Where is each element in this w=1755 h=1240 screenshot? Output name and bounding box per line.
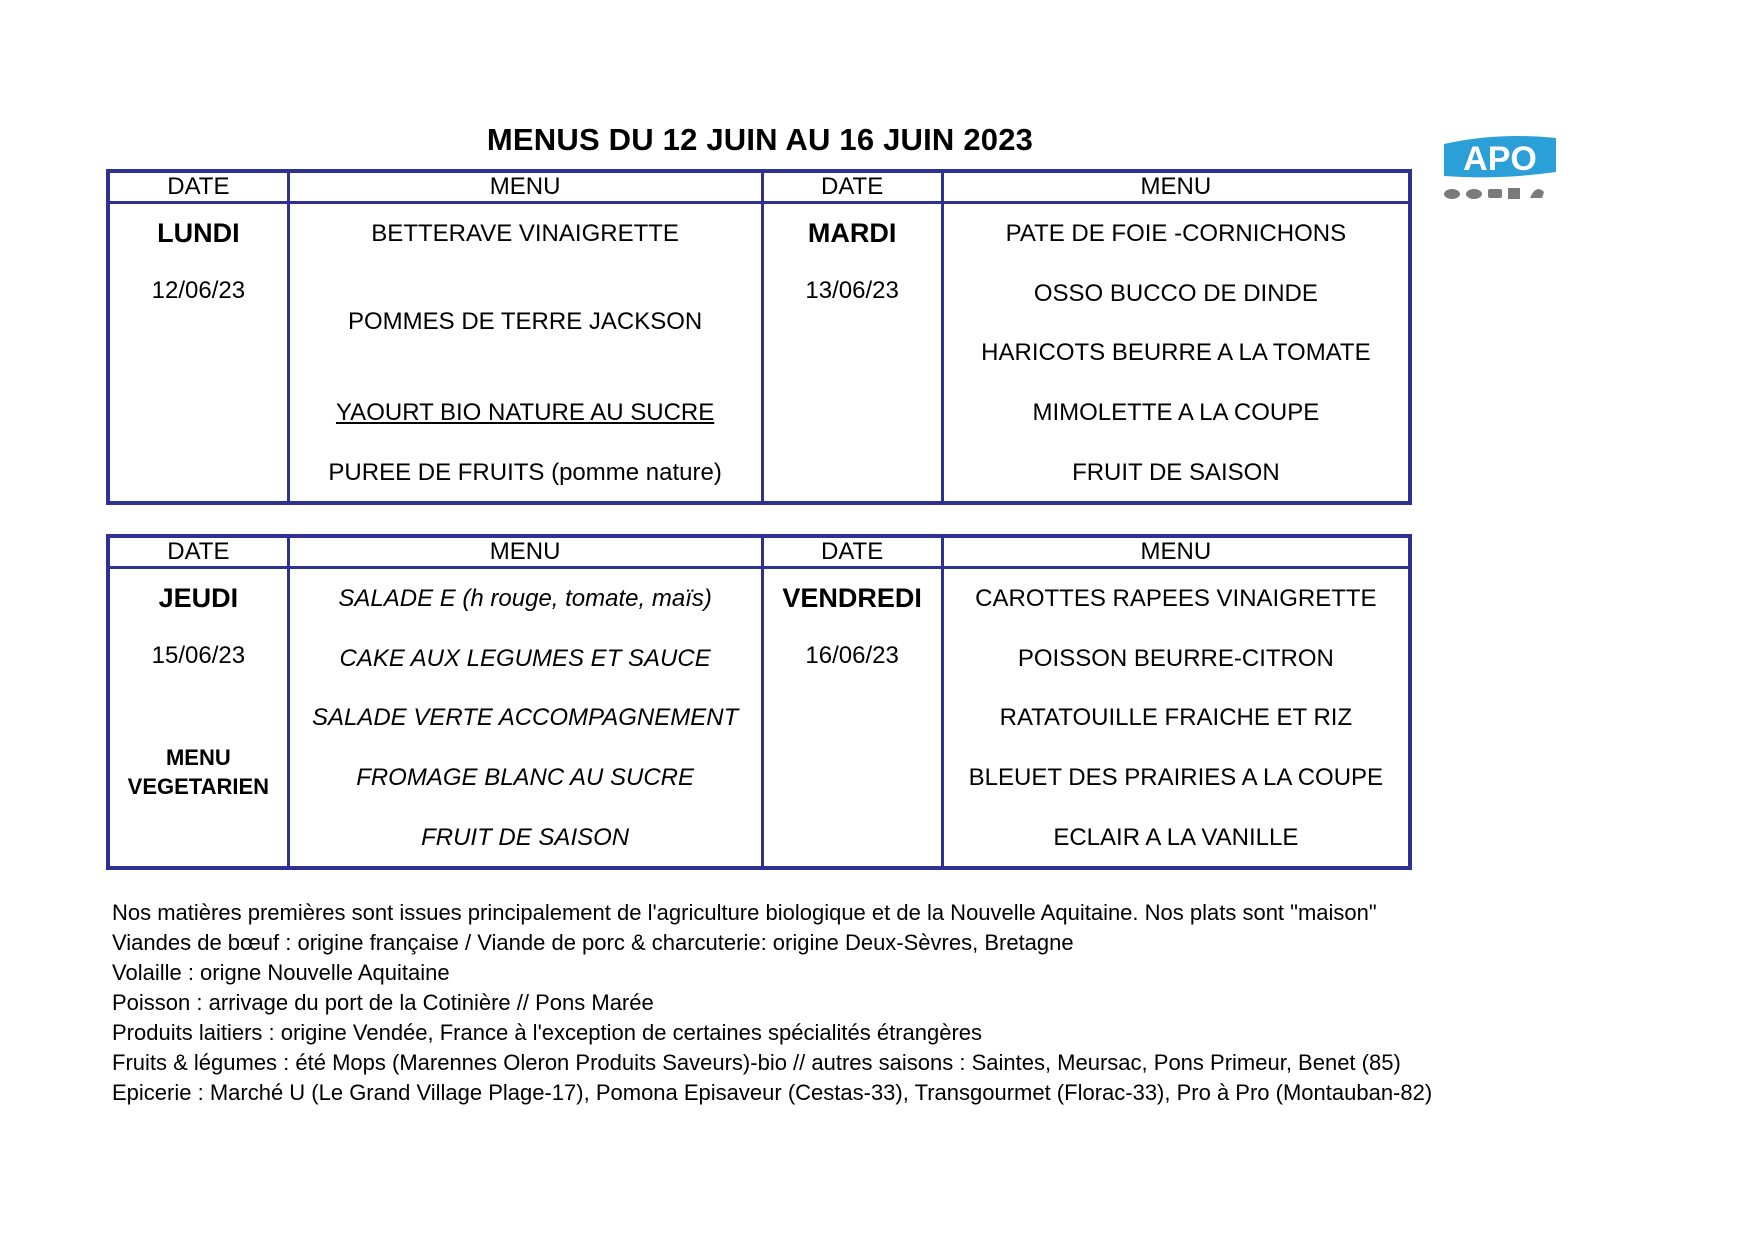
menu-item: SALADE E (h rouge, tomate, maïs) [338,585,712,612]
vegetarian-note: MENU [165,745,231,770]
footer-line: Epicerie : Marché U (Le Grand Village Plage-17), Pomona Episaveur (Cestas-33), Transgourmet (Florac-33), Pro à Pro (Montauban-82) [112,1080,1433,1105]
footer-line: Nos matières premières sont issues principalement de l'agriculture biologique et de la Nouvelle Aquitaine. Nos plats sont "maison" [112,900,1377,925]
menu-cell-thursday [288,568,762,869]
menu-item: POMMES DE TERRE JACKSON [347,308,703,335]
day-cell-friday [762,568,942,869]
day-cell-monday [108,203,288,504]
header-menu: MENU [288,171,762,203]
header-date: DATE [762,536,942,568]
day-name: VENDREDI [782,583,922,613]
day-date: 13/06/23 [805,277,899,304]
header-menu: MENU [942,536,1410,568]
menu-item: CAROTTES RAPEES VINAIGRETTE [975,585,1377,612]
menu-item: BETTERAVE VINAIGRETTE [371,220,679,247]
header-date: DATE [108,171,288,203]
menu-item: ECLAIR A LA VANILLE [1053,824,1299,851]
vegetarian-note: VEGETARIEN [127,774,270,799]
menu-cell-friday [942,568,1410,869]
menu-item: MIMOLETTE A LA COUPE [1032,399,1320,426]
menu-item: PATE DE FOIE -CORNICHONS [1005,220,1347,247]
menu-cell-tuesday [942,203,1410,504]
menu-table-week1 [106,169,1412,505]
menu-item: RATATOUILLE FRAICHE ET RIZ [999,704,1353,731]
day-name: LUNDI [157,218,240,248]
menu-item: PUREE DE FRUITS (pomme nature) [328,459,722,486]
header-date: DATE [762,171,942,203]
header-menu: MENU [288,536,762,568]
sourcing-notes [112,898,1432,1108]
menu-item: OSSO BUCCO DE DINDE [1033,280,1318,307]
menu-cell-monday [288,203,762,504]
footer-line: Viandes de bœuf : origine française / Viande de porc & charcuterie: origine Deux-Sèvres, Bretagne [112,930,1074,955]
menu-item: FRUIT DE SAISON [1072,459,1280,486]
footer-line: Produits laitiers : origine Vendée, France à l'exception de certaines spécialités étrangères [112,1020,983,1045]
menu-item: HARICOTS BEURRE A LA TOMATE [981,339,1371,366]
day-date: 12/06/23 [151,277,246,304]
footer-line: Fruits & légumes : été Mops (Marennes Oleron Produits Saveurs)-bio // autres saisons : Saintes, Meursac, Pons Primeur, Benet (85) [112,1050,1401,1075]
menu-item: SALADE VERTE ACCOMPAGNEMENT [311,704,739,731]
logo-text: APO [1463,140,1537,178]
menu-item: FROMAGE BLANC AU SUCRE [356,764,695,791]
header-menu: MENU [942,171,1410,203]
page-title: MENUS DU 12 JUIN AU 16 JUIN 2023 [486,122,1034,157]
menu-table-week2 [106,534,1412,870]
footer-line: Poisson : arrivage du port de la Cotinière // Pons Marée [112,990,654,1015]
day-date: 15/06/23 [151,642,246,669]
footer-line: Volaille : origne Nouvelle Aquitaine [112,960,450,985]
menu-item: BLEUET DES PRAIRIES A LA COUPE [968,764,1384,791]
apo-logo [1438,130,1562,206]
menu-item: CAKE AUX LEGUMES ET SAUCE [339,645,711,672]
header-date: DATE [108,536,288,568]
menu-item: YAOURT BIO NATURE AU SUCRE [335,399,715,426]
day-name: MARDI [807,218,897,248]
menu-item: POISSON BEURRE-CITRON [1017,645,1334,672]
day-cell-tuesday [762,203,942,504]
day-date: 16/06/23 [805,642,899,669]
day-cell-thursday [108,568,288,869]
menu-item: FRUIT DE SAISON [421,824,630,851]
day-name: JEUDI [158,583,239,613]
